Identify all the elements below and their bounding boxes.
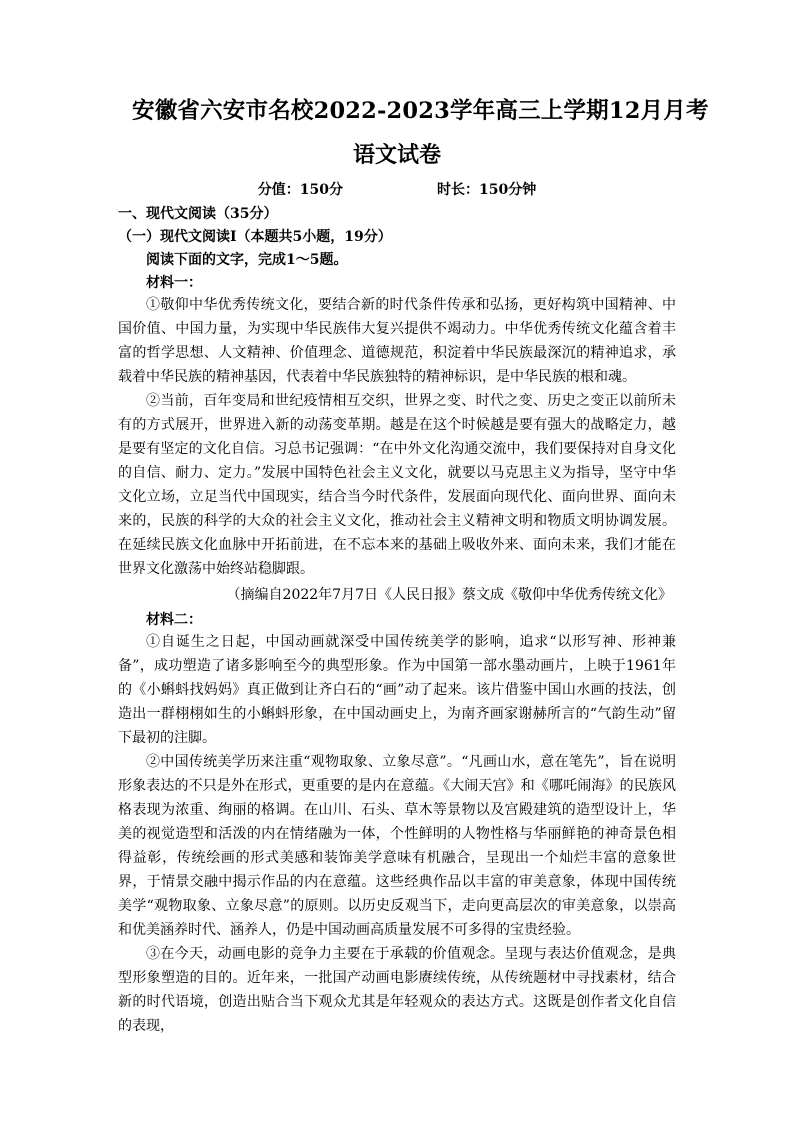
duration-info: 时长：150分钟 [437, 182, 537, 198]
section-subheading: （一）现代文阅读Ⅰ（本题共5小题，19分） [118, 229, 392, 245]
material-one-paragraph-1: ①敬仰中华优秀传统文化，要结合新的时代条件传承和弘扬，更好构筑中国精神、中国价值、中国力量，为实现中华民族伟大复兴提供不竭动力。中华优秀传统文化蕴含着丰富的哲学思想、人文精神、价值理念、道德规范，积淀着中华民族最深沉的精神追求，承载着中华民族的精神基因，代表着中华民族独特的精神标识，是中华民族的根和魂。 [118, 297, 676, 385]
exam-meta [118, 180, 676, 200]
material-two-paragraph-1: ①自诞生之日起，中国动画就深受中国传统美学的影响，追求“以形写神、形神兼备”，成功塑造了诸多影响至今的典型形象。作为中国第一部水墨动画片，上映于1961年的《小蝌蚪找妈妈》真正做到让齐白石的“画”动了起来。该片借鉴中国山水画的技法，创造出一群栩栩如生的小蝌蚪形象，在中国动画史上，为南齐画家谢赫所言的“气韵生动”留下最初的注脚。 [118, 634, 676, 746]
material-one-source: （摘编自2022年7月7日《人民日报》蔡文成《敬仰中华优秀传统文化》 [226, 587, 672, 603]
material-two-paragraph-2: ②中国传统美学历来注重“观物取象、立象尽意”。“凡画山水，意在笔先”，旨在说明形象表达的不只是外在形式，更重要的是内在意蕴。《大闹天宫》和《哪吒闹海》的民族风格表现为浓重、绚丽的格调。在山川、石头、草木等景物以及宫殿建筑的造型设计上，华美的视觉造型和活泼的内在情绪融为一体，个性鲜明的人物性格与华丽鲜艳的神奇景色相得益彰，传统绘画的形式美感和装饰美学意味有机融合，呈现出一个灿烂丰富的意象世界，于情景交融中揭示作品的内在意蕴。这些经典作品以丰富的审美意象，体现中国传统美学“观物取象、立象尽意”的原则。以历史反观当下，走向更高层次的审美意象，以崇高和优美涵养时代、涵养人，仍是中国动画高质量发展不可多得的宝贵经验。 [118, 754, 676, 938]
exam-title: 安徽省六安市名校2022-2023学年高三上学期12月月考 [132, 98, 709, 124]
score-info: 分值：150分 [257, 182, 343, 198]
reading-instruction: 阅读下面的文字，完成1～5题。 [146, 252, 348, 268]
material-two-paragraph-3: ③在今天，动画电影的竞争力主要在于承载的价值观念。呈现与表达价值观念，是典型形象塑造的目的。近年来，一批国产动画电影赓续传统，从传统题材中寻找素材，结合新的时代语境，创造出贴合当下观众尤其是年轻观众的表达方式。这既是创作者文化自信的表现， [118, 946, 676, 1034]
section-heading: 一、现代文阅读（35分） [118, 206, 278, 222]
material-two-label: 材料二： [146, 612, 202, 628]
material-one-label: 材料一： [146, 275, 202, 291]
material-one-paragraph-2: ②当前，百年变局和世纪疫情相互交织，世界之变、时代之变、历史之变正以前所未有的方式展开，世界进入新的动荡变革期。越是在这个时候越是要有强大的战略定力，越是要有坚定的文化自信。习总书记强调：“在中外文化沟通交流中，我们要保持对自身文化的自信、耐力、定力。”发展中国特色社会主义文化，就要以马克思主义为指导，坚守中华文化立场，立足当代中国现实，结合当今时代条件，发展面向现代化、面向世界、面向未来的，民族的科学的大众的社会主义文化，推动社会主义精神文明和物质文明协调发展。在延续民族文化血脉中开拓前进，在不忘本来的基础上吸收外来、面向未来，我们才能在世界文化激荡中始终站稳脚跟。 [118, 393, 676, 577]
exam-subtitle: 语文试卷 [352, 142, 441, 168]
